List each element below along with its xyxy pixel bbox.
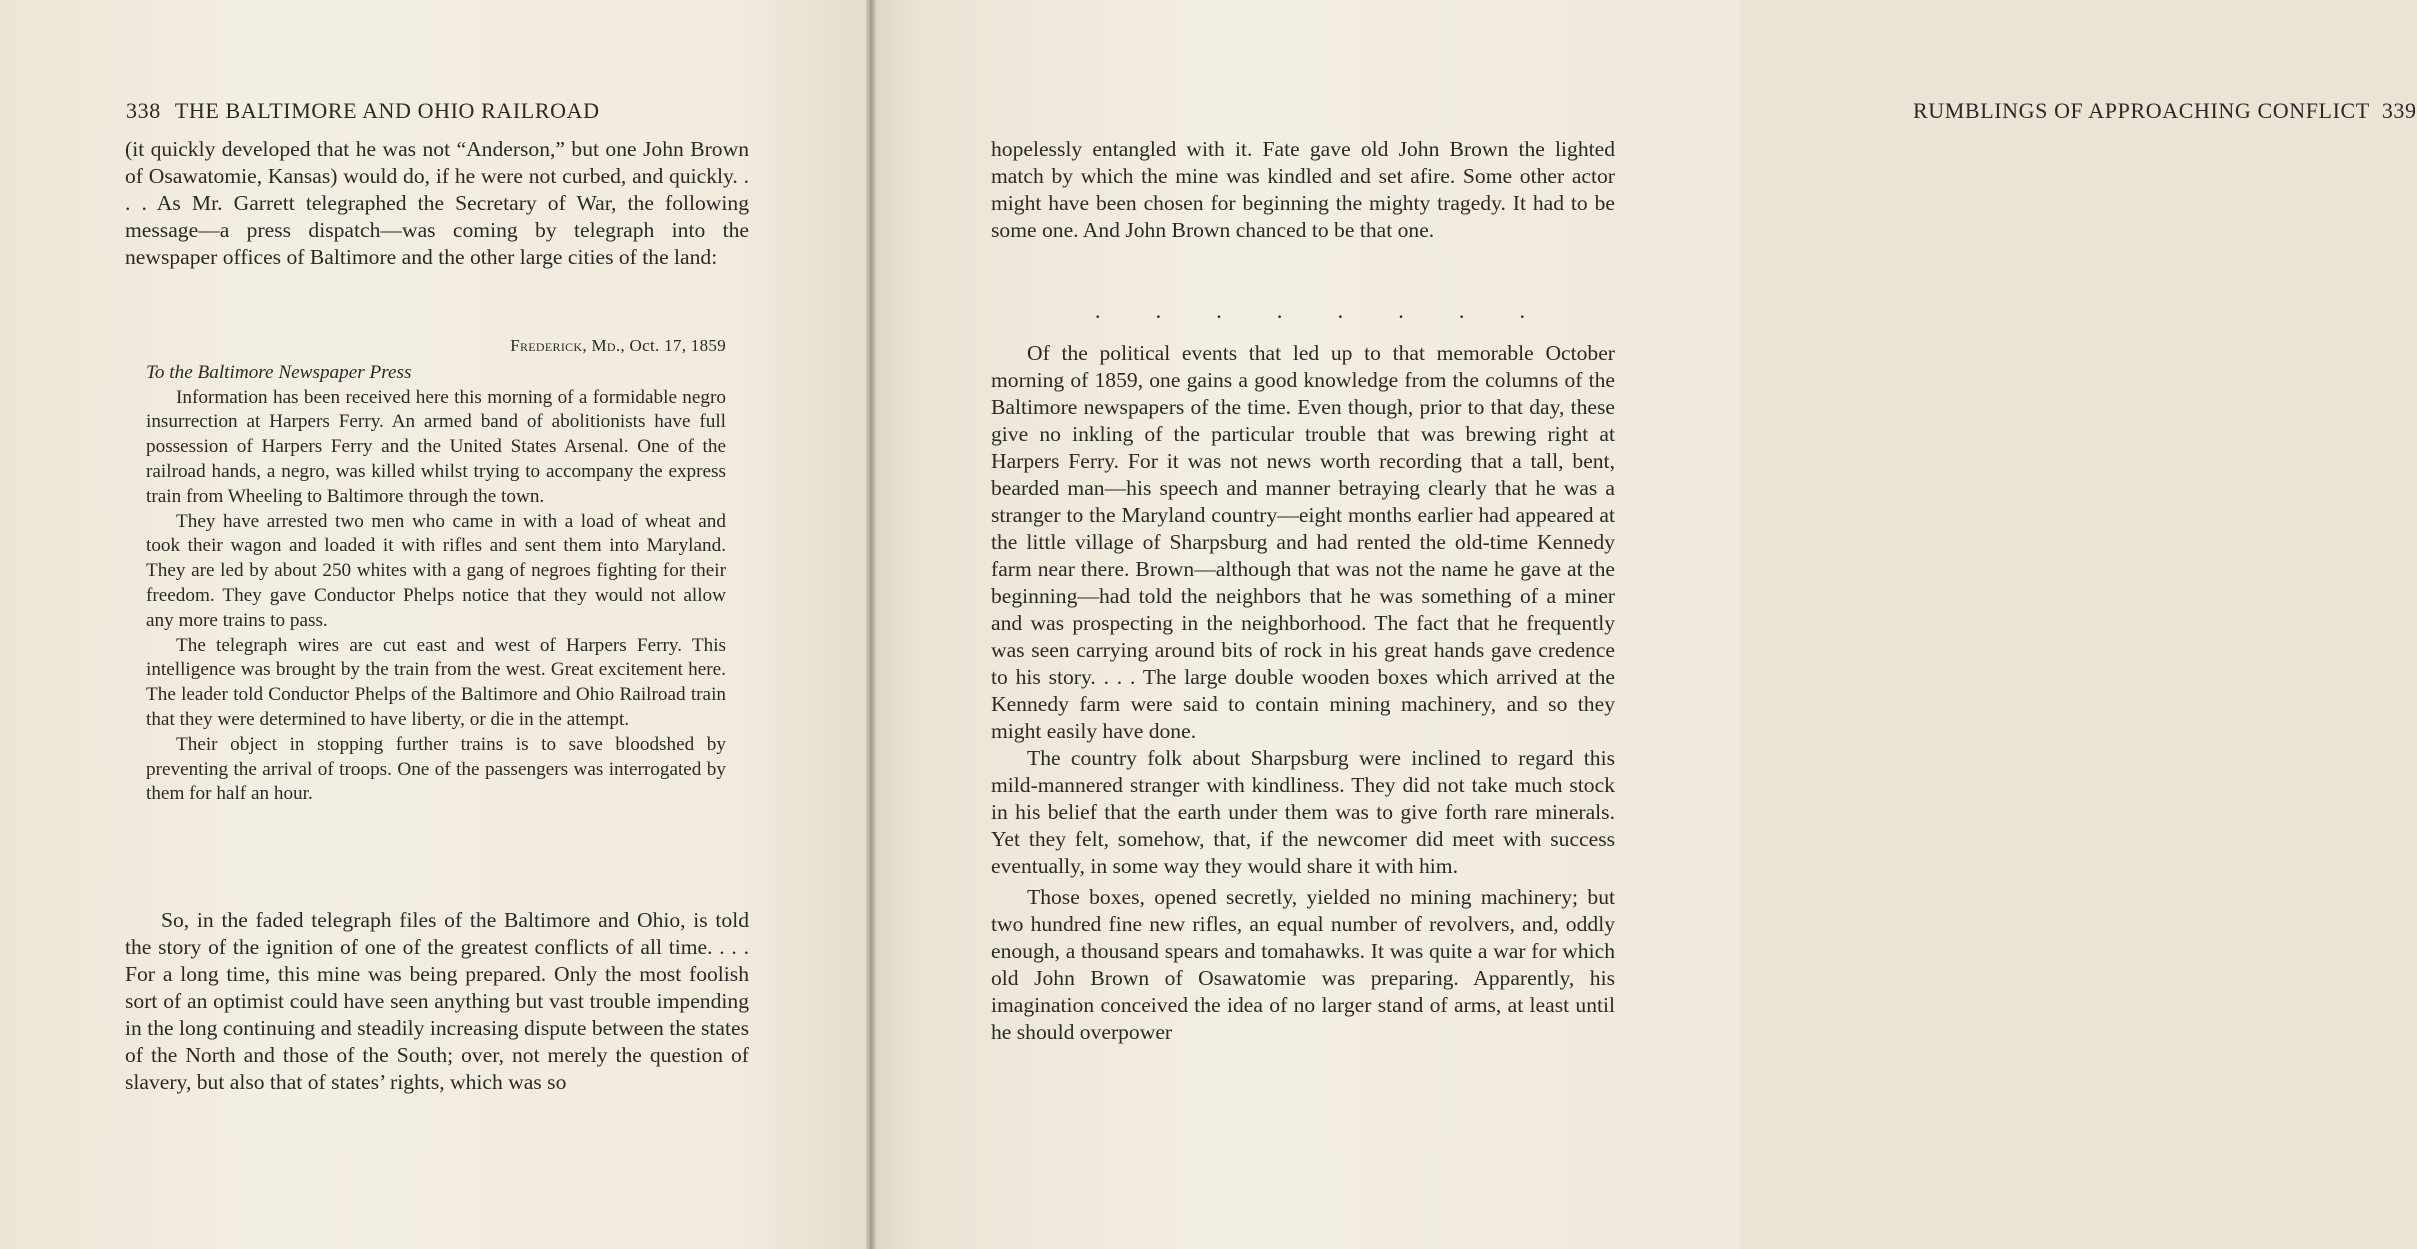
body-paragraph: Of the political events that led up to that memorable October morning of 1859, one gains a good knowledge from the columns of the Baltimore newspapers of the time. Even though, prior to that day, these give no inkling of the particular trouble that was brewing right at Harpers Ferry. For it was not news worth recording that a tall, bent, bearded man—his speech and manner betraying clearly that he was a stranger to the Maryland country—eight months earlier had appeared at the little village of Sharpsburg and had rented the old-time Kennedy farm near there. Brown—although that was not the name he gave at the beginning—had told the neighbors that he was something of a miner and was prospecting in the neighborhood. The fact that he frequently was seen carrying around bits of rock in his great hands gave credence to his story. . . . The large double wooden boxes which arrived at the Kennedy farm were said to contain mining machinery, and so they might easily have done. bbox=[991, 341, 1615, 743]
right-opening-paragraph bbox=[991, 136, 1615, 244]
left-running-head bbox=[126, 98, 600, 124]
right-body-text bbox=[991, 340, 1615, 1046]
section-dot: . bbox=[1519, 298, 1525, 323]
left-running-title: THE BALTIMORE AND OHIO RAILROAD bbox=[174, 98, 600, 123]
left-page-number: 338 bbox=[126, 98, 161, 123]
section-break bbox=[1095, 300, 1525, 322]
body-paragraph: The country folk about Sharpsburg were inclined to regard this mild-mannered stranger with kindliness. They did not take much stock in his belief that the earth under them was to give forth rare minerals. Yet they felt, somehow, that, if the newcomer did meet with success eventually, in some way they would share it with him. bbox=[991, 746, 1615, 878]
closing-paragraph-text: So, in the faded telegraph files of the Baltimore and Ohio, is told the story of the ignition of one of the greatest conflicts of all time. . . . For a long time, this mine was being prepared. Only the most foolish sort of an optimist could have seen anything but vast trouble impending in the long continuing and steadily increasing dispute between the states of the North and those of the South; over, not merely the question of slavery, but also that of states’ rights, which was so bbox=[125, 908, 749, 1094]
section-dot: . bbox=[1458, 298, 1465, 323]
section-dot: . bbox=[1337, 298, 1344, 323]
dispatch-paragraph: Their object in stopping further trains is to save bloodshed by preventing the arrival of troops. One of the passengers was interrogated by them for half an hour. bbox=[146, 733, 726, 805]
left-intro-paragraph bbox=[125, 136, 749, 271]
intro-paragraph-text: (it quickly developed that he was not “Anderson,” but one John Brown of Osawatomie, Kansas) would do, if he were not curbed, and quickly. . . . As Mr. Garrett telegraphed the Secretary of War, the following message—a press dispatch—was coming by telegraph into the newspaper offices of Baltimore and the other large cities of the land: bbox=[125, 137, 749, 269]
body-paragraph: Those boxes, opened secretly, yielded no mining machinery; but two hundred fine new rifles, an equal number of revolvers, and, oddly enough, a thousand spears and tomahawks. It was quite a war for which old John Brown of Osawatomie was preparing. Apparently, his imagination conceived the idea of no larger stand of arms, at least until he should overpower bbox=[991, 885, 1615, 1044]
press-dispatch bbox=[146, 334, 726, 807]
dispatch-salutation: To the Baltimore Newspaper Press bbox=[146, 361, 412, 383]
dispatch-dateline bbox=[146, 334, 726, 359]
section-dot: . bbox=[1276, 298, 1283, 323]
section-dot: . bbox=[1398, 298, 1404, 323]
dispatch-paragraph: The telegraph wires are cut east and west of Harpers Ferry. This intelligence was brought by the train from the west. Great excitement here. The leader told Conductor Phelps of the Baltimore and Ohio Railroad train that they were determined to have liberty, or die in the attempt. bbox=[146, 634, 726, 730]
dispatch-paragraph: Information has been received here this morning of a formidable negro insurrection at Harpers Ferry. An armed band of abolitionists have full possession of Harpers Ferry and the United States Arsenal. One of the railroad hands, a negro, was killed whilst trying to accompany the express train from Wheeling to Baltimore through the town. bbox=[146, 386, 726, 507]
right-running-title: RUMBLINGS OF APPROACHING CONFLICT bbox=[1913, 98, 2370, 123]
right-running-head bbox=[1913, 98, 2417, 124]
dateline-place: Frederick, Md., bbox=[510, 336, 625, 355]
section-dot: . bbox=[1095, 298, 1101, 323]
left-page bbox=[0, 0, 870, 1249]
opening-paragraph-text: hopelessly entangled with it. Fate gave old John Brown the lighted match by which the mine was kindled and set afire. Some other actor might have been chosen for beginning the mighty tragedy. It had to be some one. And John Brown chanced to be that one. bbox=[991, 137, 1615, 242]
section-dot: . bbox=[1155, 298, 1162, 323]
section-dot: . bbox=[1216, 298, 1222, 323]
dispatch-paragraph: They have arrested two men who came in with a load of wheat and took their wagon and loaded it with rifles and sent them into Maryland. They are led by about 250 whites with a gang of negroes fighting for their freedom. They gave Conductor Phelps notice that they would not allow any more trains to pass. bbox=[146, 510, 726, 631]
dateline-date: Oct. 17, 1859 bbox=[629, 336, 726, 355]
right-page-number: 339 bbox=[2381, 98, 2417, 123]
book-gutter bbox=[866, 0, 876, 1249]
left-closing-paragraph bbox=[125, 907, 749, 1096]
